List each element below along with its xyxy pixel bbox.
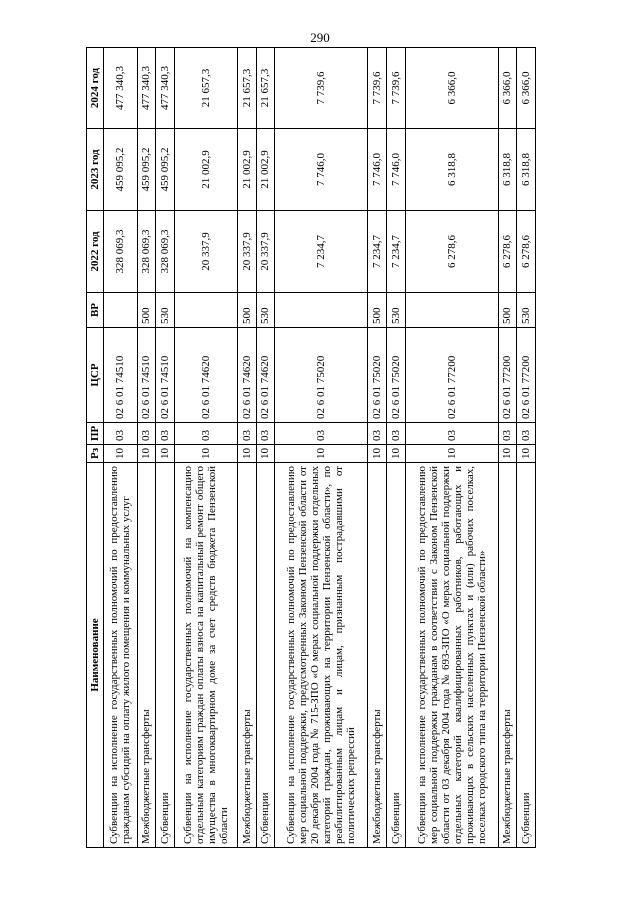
cell-2023: 459 095,2 bbox=[137, 129, 156, 211]
cell-vr: 530 bbox=[256, 293, 275, 328]
cell-2022: 7 234,7 bbox=[386, 211, 405, 293]
cell-2022: 7 234,7 bbox=[368, 211, 387, 293]
cell-2022: 328 069,3 bbox=[104, 211, 138, 293]
header-rz: Рз bbox=[87, 445, 104, 463]
cell-2022: 6 278,6 bbox=[405, 211, 498, 293]
cell-rz: 10 bbox=[517, 445, 536, 463]
cell-rz: 10 bbox=[405, 445, 498, 463]
cell-2022: 328 069,3 bbox=[137, 211, 156, 293]
cell-pr: 03 bbox=[517, 423, 536, 445]
cell-2022: 328 069,3 bbox=[156, 211, 175, 293]
cell-name: Субвенции на исполнение государственных полномочий по предоставлению гражданам субсидий на оплату жилого помещения и коммунальных услуг bbox=[104, 463, 138, 848]
cell-pr: 03 bbox=[104, 423, 138, 445]
cell-2023: 6 318,8 bbox=[498, 129, 517, 211]
cell-2022: 20 337,9 bbox=[238, 211, 257, 293]
cell-name: Субвенции bbox=[256, 463, 275, 848]
table-row bbox=[405, 48, 498, 848]
header-name: Наименование bbox=[87, 463, 104, 848]
cell-rz: 10 bbox=[137, 445, 156, 463]
cell-pr: 03 bbox=[256, 423, 275, 445]
table-row bbox=[156, 48, 175, 848]
table-header-row bbox=[87, 48, 104, 848]
table-row bbox=[238, 48, 257, 848]
cell-vr: 530 bbox=[517, 293, 536, 328]
cell-csr: 02 6 01 75020 bbox=[275, 328, 368, 423]
rotated-table-container bbox=[86, 48, 536, 848]
cell-name: Межбюджетные трансферты bbox=[368, 463, 387, 848]
cell-2023: 21 002,9 bbox=[238, 129, 257, 211]
table-row bbox=[386, 48, 405, 848]
cell-2022: 20 337,9 bbox=[174, 211, 237, 293]
cell-2022: 6 278,6 bbox=[498, 211, 517, 293]
cell-csr: 02 6 01 75020 bbox=[386, 328, 405, 423]
cell-vr: 500 bbox=[137, 293, 156, 328]
cell-2022: 6 278,6 bbox=[517, 211, 536, 293]
cell-2024: 477 340,3 bbox=[156, 48, 175, 129]
cell-rz: 10 bbox=[256, 445, 275, 463]
cell-rz: 10 bbox=[275, 445, 368, 463]
cell-2024: 21 657,3 bbox=[174, 48, 237, 129]
cell-pr: 03 bbox=[137, 423, 156, 445]
cell-name: Субвенции на исполнение государственных полномочий по предоставлению мер социальной поддержки, предусмотренных Законом Пензенской области от 20 декабря 2004 года № 715-ЗПО «О мерах социальной поддержки отдельных категорий граждан, проживающих на территории Пензенской области», по реабилитированным лицам и лицам, признанным пострадавшими от политических репрессий bbox=[275, 463, 368, 848]
cell-csr: 02 6 01 77200 bbox=[405, 328, 498, 423]
cell-rz: 10 bbox=[156, 445, 175, 463]
budget-table bbox=[86, 47, 536, 848]
cell-pr: 03 bbox=[498, 423, 517, 445]
cell-pr: 03 bbox=[238, 423, 257, 445]
table-row bbox=[368, 48, 387, 848]
cell-vr: 530 bbox=[156, 293, 175, 328]
cell-2023: 7 746,0 bbox=[386, 129, 405, 211]
header-2024: 2024 год bbox=[87, 48, 104, 129]
cell-pr: 03 bbox=[156, 423, 175, 445]
cell-csr: 02 6 01 77200 bbox=[498, 328, 517, 423]
cell-pr: 03 bbox=[275, 423, 368, 445]
cell-csr: 02 6 01 74510 bbox=[156, 328, 175, 423]
cell-2022: 7 234,7 bbox=[275, 211, 368, 293]
cell-csr: 02 6 01 74510 bbox=[137, 328, 156, 423]
cell-vr: 530 bbox=[386, 293, 405, 328]
table-row bbox=[256, 48, 275, 848]
cell-vr bbox=[174, 293, 237, 328]
cell-pr: 03 bbox=[386, 423, 405, 445]
cell-vr: 500 bbox=[238, 293, 257, 328]
cell-csr: 02 6 01 74620 bbox=[174, 328, 237, 423]
cell-2024: 7 739,6 bbox=[386, 48, 405, 129]
cell-2024: 6 366,0 bbox=[405, 48, 498, 129]
cell-name: Межбюджетные трансферты bbox=[238, 463, 257, 848]
cell-2023: 21 002,9 bbox=[256, 129, 275, 211]
header-2023: 2023 год bbox=[87, 129, 104, 211]
cell-pr: 03 bbox=[368, 423, 387, 445]
table-row bbox=[137, 48, 156, 848]
header-csr: ЦСР bbox=[87, 328, 104, 423]
cell-pr: 03 bbox=[405, 423, 498, 445]
table-row bbox=[174, 48, 237, 848]
cell-vr: 500 bbox=[498, 293, 517, 328]
cell-2024: 477 340,3 bbox=[137, 48, 156, 129]
cell-2023: 6 318,8 bbox=[405, 129, 498, 211]
cell-name: Субвенции на исполнение государственных полномочий по предоставлению мер социальной поддержки гражданам в соответствии с Законом Пензенской области от 03 декабря 2004 года № 693-ЗПО «О мерах социальной поддержки отдельных категорий квалифицированных работников, работающих и проживающих в сельских населенных пунктах и (или) рабочих поселках, поселках городского типа на территории Пензенской области» bbox=[405, 463, 498, 848]
cell-name: Субвенции на исполнение государственных полномочий на компенсацию отдельным категориям граждан оплаты взноса на капитальный ремонт общего имущества в многоквартирном доме за счет средств бюджета Пензенской области bbox=[174, 463, 237, 848]
cell-rz: 10 bbox=[498, 445, 517, 463]
cell-name: Межбюджетные трансферты bbox=[137, 463, 156, 848]
cell-csr: 02 6 01 74620 bbox=[256, 328, 275, 423]
cell-rz: 10 bbox=[238, 445, 257, 463]
cell-2023: 7 746,0 bbox=[368, 129, 387, 211]
table-row bbox=[498, 48, 517, 848]
cell-2024: 6 366,0 bbox=[517, 48, 536, 129]
cell-vr bbox=[104, 293, 138, 328]
cell-2024: 7 739,6 bbox=[275, 48, 368, 129]
cell-csr: 02 6 01 75020 bbox=[368, 328, 387, 423]
page-number: 290 bbox=[310, 30, 330, 45]
cell-2022: 20 337,9 bbox=[256, 211, 275, 293]
cell-vr bbox=[405, 293, 498, 328]
cell-2023: 6 318,8 bbox=[517, 129, 536, 211]
table-row bbox=[104, 48, 138, 848]
cell-2024: 477 340,3 bbox=[104, 48, 138, 129]
cell-csr: 02 6 01 74620 bbox=[238, 328, 257, 423]
cell-rz: 10 bbox=[104, 445, 138, 463]
cell-rz: 10 bbox=[174, 445, 237, 463]
cell-csr: 02 6 01 77200 bbox=[517, 328, 536, 423]
cell-name: Межбюджетные трансферты bbox=[498, 463, 517, 848]
table-row bbox=[517, 48, 536, 848]
header-pr: ПР bbox=[87, 423, 104, 445]
cell-csr: 02 6 01 74510 bbox=[104, 328, 138, 423]
cell-name: Субвенции bbox=[386, 463, 405, 848]
cell-pr: 03 bbox=[174, 423, 237, 445]
cell-2024: 21 657,3 bbox=[238, 48, 257, 129]
cell-vr bbox=[275, 293, 368, 328]
cell-name: Субвенции bbox=[156, 463, 175, 848]
cell-2024: 21 657,3 bbox=[256, 48, 275, 129]
cell-2023: 459 095,2 bbox=[104, 129, 138, 211]
cell-2023: 21 002,9 bbox=[174, 129, 237, 211]
header-2022: 2022 год bbox=[87, 211, 104, 293]
cell-2023: 459 095,2 bbox=[156, 129, 175, 211]
cell-rz: 10 bbox=[386, 445, 405, 463]
cell-2024: 7 739,6 bbox=[368, 48, 387, 129]
cell-name: Субвенции bbox=[517, 463, 536, 848]
cell-vr: 500 bbox=[368, 293, 387, 328]
header-vr: ВР bbox=[87, 293, 104, 328]
cell-2024: 6 366,0 bbox=[498, 48, 517, 129]
cell-rz: 10 bbox=[368, 445, 387, 463]
table-row bbox=[275, 48, 368, 848]
cell-2023: 7 746,0 bbox=[275, 129, 368, 211]
table-body bbox=[104, 48, 536, 848]
